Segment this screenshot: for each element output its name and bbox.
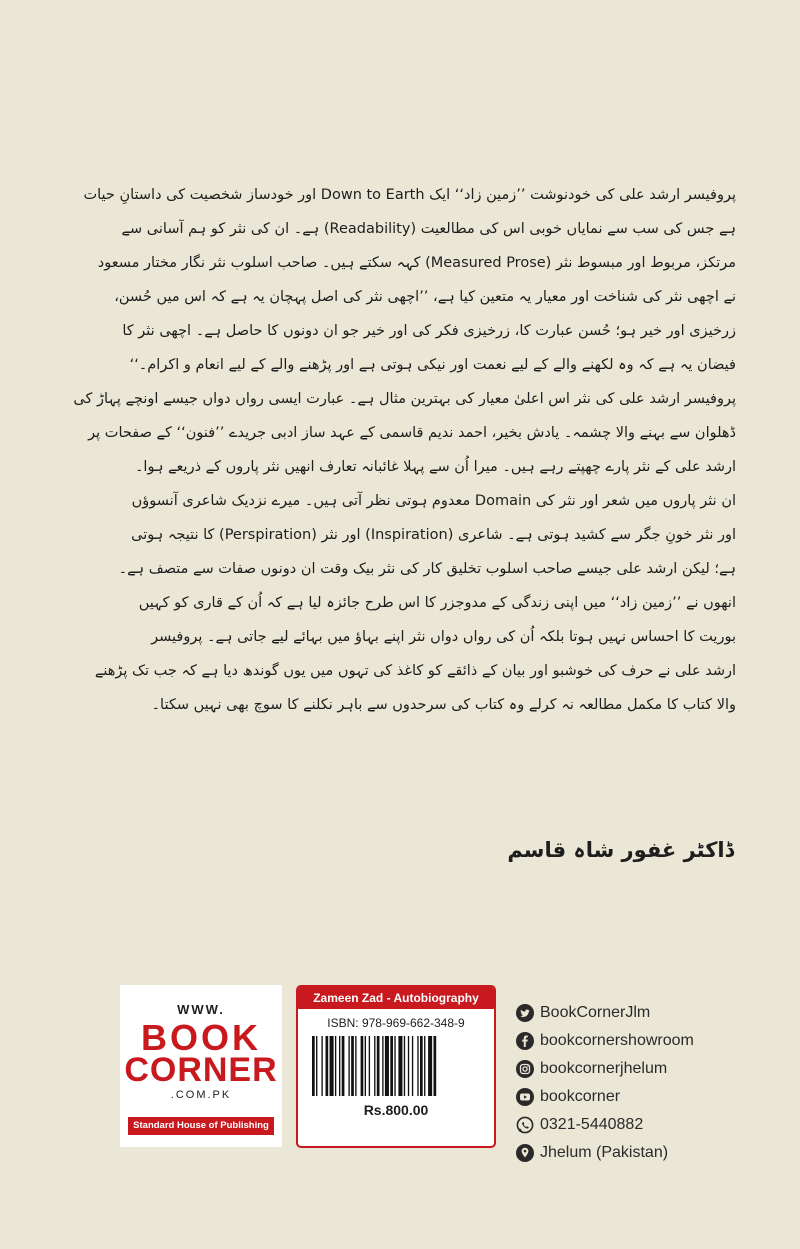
contact-text: Jhelum (Pakistan) bbox=[540, 1144, 669, 1161]
barcode-bar bbox=[377, 1036, 380, 1096]
barcode-bar bbox=[369, 1036, 370, 1096]
barcode-bar bbox=[417, 1036, 418, 1096]
whatsapp-icon bbox=[516, 1116, 534, 1134]
barcode-bar bbox=[339, 1036, 340, 1096]
barcode-bar bbox=[428, 1036, 432, 1096]
blurb-text bbox=[70, 178, 736, 722]
barcode-bar bbox=[412, 1036, 413, 1096]
contact-instagram[interactable] bbox=[516, 1056, 796, 1082]
instagram-icon bbox=[516, 1060, 534, 1078]
barcode-bar bbox=[382, 1036, 383, 1096]
isbn-text: ISBN: 978-969-662-348-9 bbox=[327, 1016, 465, 1030]
price-text: Rs.800.00 bbox=[363, 1102, 429, 1118]
barcode-bar bbox=[434, 1036, 437, 1096]
location-pin-icon bbox=[516, 1144, 534, 1162]
blurb-line: اور نثر خونِ جگر سے کشید ہوتی ہے۔ شاعری (Inspiration) اور نثر (Perspiration) کا نتیجہ ہوتی bbox=[131, 527, 736, 543]
barcode-bar bbox=[321, 1036, 322, 1096]
publisher-logo bbox=[120, 985, 282, 1147]
blurb-line: نے اچھی نثر کی شناخت اور معیار یہ متعین کیا ہے، ’’اچھی نثر کی اصل پہچان یہ ہے کہ اس میں حُسن، bbox=[114, 289, 736, 305]
barcode-bar bbox=[312, 1036, 315, 1096]
blurb-line: پروفیسر ارشد علی کی خودنوشت ’’زمین زاد‘‘ ایک Down to Earth اور خودساز شخصیت کی داستانِ حیات bbox=[83, 187, 736, 203]
contact-youtube[interactable] bbox=[516, 1084, 796, 1110]
barcode-bar bbox=[408, 1036, 409, 1096]
contact-facebook[interactable] bbox=[516, 1028, 796, 1054]
barcode-bar bbox=[326, 1036, 329, 1096]
barcode-bar bbox=[385, 1036, 389, 1096]
contact-text: bookcorner bbox=[540, 1088, 621, 1105]
blurb-line: ان نثر پاروں میں شعر اور نثر کی Domain معدوم ہوتی نظر آتی ہیں۔ میرے نزدیک شاعری آنسوؤں bbox=[131, 493, 736, 509]
blurb-line: بوریت کا احساس نہیں ہوتا بلکہ اُن کی رواں دواں نثر اپنے بہاؤ میں بہائے لیے جاتی ہے۔ پروفیسر bbox=[151, 629, 736, 645]
blurb-line: والا کتاب کا مکمل مطالعہ نہ کرلے وہ کتاب کی سرحدوں سے باہر نکلنے کا سوچ بھی نہیں سکتا۔ bbox=[151, 697, 736, 713]
barcode-bar bbox=[351, 1036, 354, 1096]
blurb-line: ڈھلوان سے بہنے والا چشمہ۔ یادش بخیر، احمد ندیم قاسمی کے عہد ساز ادبی جریدے ’’فنون‘‘ کے صفحات پر bbox=[88, 425, 736, 441]
blurb-line: ارشد علی کے نثر پارے چھپتے رہے ہیں۔ میرا اُن سے پہلا غائبانہ تعارف انھیں نثر پاروں کے ذریعے ہوا۔ bbox=[134, 459, 736, 475]
barcode-bar bbox=[361, 1036, 364, 1096]
blurb-line: پروفیسر ارشد علی کی نثر اس اعلیٰ معیار کی بہترین مثال ہے۔ عبارت ایسی رواں دواں جیسے اونچے پہاڑ کی bbox=[73, 391, 736, 407]
logo-name-line2: CORNER bbox=[124, 1051, 278, 1089]
logo-name-line1: BOOK bbox=[141, 1017, 261, 1058]
blurb-line: مرتکز، مربوط اور مبسوط نثر (Measured Prose) کہہ سکتے ہیں۔ صاحب اسلوب نثر نگار مختار مسعود bbox=[97, 255, 736, 271]
blurb-line: زرخیزی اور خیر ہو؛ حُسن عبارت کا، زرخیزی فکر کی اور خیر جو ان دونوں کا حاصل ہے۔ اچھی نثر کا bbox=[122, 323, 736, 339]
blurb-line: ہے جس کی سب سے نمایاں خوبی اس کی مطالعیت (Readability) ہے۔ ان کی نثر کو ہم آسانی سے bbox=[121, 221, 736, 237]
contact-whatsapp[interactable] bbox=[516, 1112, 796, 1138]
youtube-icon bbox=[516, 1088, 534, 1106]
barcode-bar bbox=[342, 1036, 345, 1096]
barcode-bar bbox=[374, 1036, 375, 1096]
barcode-bar bbox=[316, 1036, 317, 1096]
author-signature: ڈاکٹر غفور شاہ قاسم bbox=[507, 838, 734, 862]
barcode-bar bbox=[348, 1036, 349, 1096]
book-title: Zameen Zad - Autobiography bbox=[298, 987, 494, 1009]
barcode-graphic bbox=[310, 1036, 482, 1096]
blurb-line: انھوں نے ’’زمین زاد‘‘ میں اپنی زندگی کے مدوجزر کا اس طرح جائزہ لیا ہے کہ اُن کے قاری کو کہیں bbox=[138, 595, 736, 611]
contact-text: bookcornershowroom bbox=[540, 1032, 694, 1049]
contact-text: bookcornerjhelum bbox=[540, 1060, 668, 1077]
barcode-bar bbox=[330, 1036, 334, 1096]
blurb-line: ارشد علی نے حرف کی خوشبو اور بیان کے ذائقے کو کاغذ کی تہوں میں یوں گوندھ دیا ہے کہ جب تک پڑھنے bbox=[94, 663, 736, 679]
logo-tagline: Standard House of Publishing bbox=[128, 1117, 274, 1135]
barcode-bar bbox=[365, 1036, 366, 1096]
contact-twitter[interactable] bbox=[516, 1000, 796, 1026]
barcode-bar bbox=[390, 1036, 393, 1096]
blurb-line: فیضان یہ ہے کہ وہ لکھنے والے کے لیے نعمت اور نیکی ہوتی ہے اور پڑھنے والے کے لیے انعام و اکرام۔‘‘ bbox=[129, 357, 736, 373]
facebook-icon bbox=[516, 1032, 534, 1050]
barcode-bar bbox=[394, 1036, 395, 1096]
contact-text: BookCornerJlm bbox=[540, 1004, 651, 1021]
contact-list bbox=[516, 1000, 796, 1168]
blurb-line: ہے؛ لیکن ارشد علی جیسے صاحب اسلوب تخلیق کار کی نثر بیک وقت ان دونوں صفات سے متصف ہے۔ bbox=[118, 561, 736, 577]
contact-text: 0321-5440882 bbox=[540, 1116, 644, 1133]
logo-www: WWW. bbox=[177, 1002, 225, 1017]
twitter-icon bbox=[516, 1004, 534, 1022]
contact-location[interactable] bbox=[516, 1140, 796, 1166]
barcode-bar bbox=[420, 1036, 423, 1096]
barcode-bar bbox=[398, 1036, 402, 1096]
logo-domain: .COM.PK bbox=[170, 1089, 232, 1101]
barcode-bar bbox=[355, 1036, 356, 1096]
barcode-bar bbox=[335, 1036, 336, 1096]
barcode-bar bbox=[404, 1036, 405, 1096]
barcode-card bbox=[296, 985, 496, 1148]
barcode-bar bbox=[424, 1036, 425, 1096]
